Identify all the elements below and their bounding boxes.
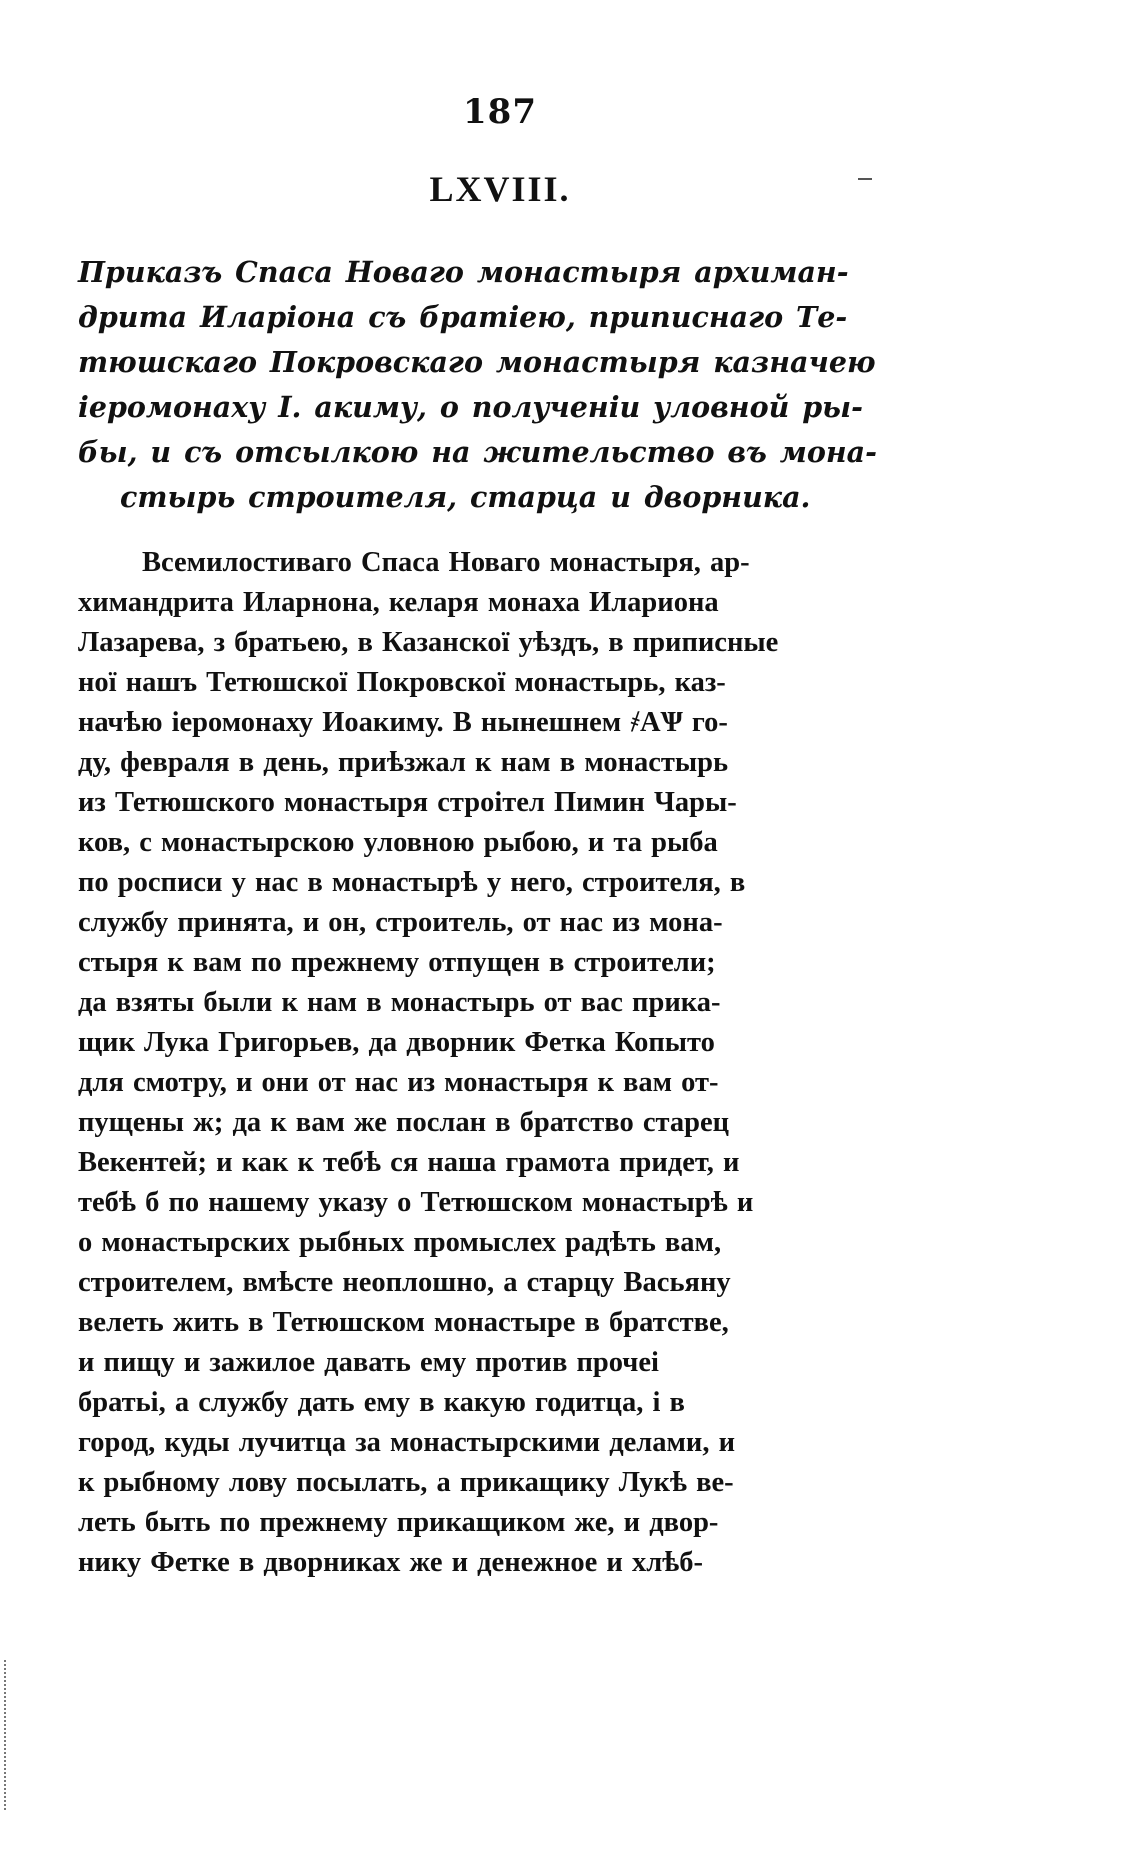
- heading-line: стырь строителя, старца и дворника.: [120, 480, 811, 514]
- body-line: ної нашъ Тетюшскої Покровскої монастырь, каз-: [78, 667, 726, 698]
- heading-line: Приказъ Спаса Новаго монастыря архиман-: [78, 255, 849, 289]
- document-body: [78, 543, 938, 1583]
- body-line: ду, февраля в день, приѣзжал к нам в монастырь: [78, 747, 729, 778]
- heading-line: тюшскаго Покровскаго монастыря казначею: [78, 345, 876, 379]
- body-line: начѣю іеромонаху Иоакиму. В нынешнем ҂АѰ го-: [78, 707, 728, 738]
- heading-line: бы, и съ отсылкою на жительство въ мона-: [78, 435, 877, 469]
- body-line: пущены ж; да к вам же послан в братство старец: [78, 1107, 730, 1138]
- body-line: и пищу и зажилое давать ему против прочеі: [78, 1347, 659, 1378]
- scan-mark: [858, 178, 872, 180]
- body-line: Всемилостиваго Спаса Новаго монастыря, ар-: [142, 547, 750, 578]
- body-line: о монастырских рыбных промыслех радѣть вам,: [78, 1227, 722, 1258]
- body-line: леть быть по прежнему прикащиком же, и двор-: [78, 1507, 719, 1538]
- body-line: ков, с монастырскою уловною рыбою, и та рыба: [78, 827, 718, 858]
- body-line: из Тетюшского монастыря строітел Пимин Чары-: [78, 787, 737, 818]
- page-number: 187: [463, 92, 537, 132]
- document-heading: [78, 250, 938, 520]
- body-line: да взяты были к нам в монастырь от вас прика-: [78, 987, 721, 1018]
- scan-margin-mark: [4, 1660, 8, 1810]
- body-line: по росписи у нас в монастырѣ у него, строителя, в: [78, 867, 746, 898]
- body-line: Лазарева, з братьею, в Казанскої уѣздъ, в приписные: [78, 627, 779, 658]
- body-line: к рыбному лову посылать, а прикащику Лукѣ ве-: [78, 1467, 734, 1498]
- chapter-numeral: LXVIII.: [429, 169, 571, 209]
- body-line: нику Фетке в дворниках же и денежное и хлѣб-: [78, 1547, 704, 1578]
- body-line: службу принята, и он, строитель, от нас из мона-: [78, 907, 723, 938]
- body-line: химандрита Иларнона, келаря монаха Илариона: [78, 587, 719, 618]
- body-line: тебѣ б по нашему указу о Тетюшском монастырѣ и: [78, 1187, 754, 1218]
- body-line: для смотру, и они от нас из монастыря к вам от-: [78, 1067, 719, 1098]
- heading-line: іеромонаху I. акиму, о полученіи уловной ры-: [78, 390, 863, 424]
- body-line: стыря к вам по прежнему отпущен в строители;: [78, 947, 716, 978]
- body-line: Векентей; и как к тебѣ ся наша грамота придет, и: [78, 1147, 740, 1178]
- body-line: велеть жить в Тетюшском монастыре в братстве,: [78, 1307, 729, 1338]
- body-line: братьі, а службу дать ему в какую годитца, і в: [78, 1387, 685, 1418]
- heading-line: дрита Иларіона съ братіею, приписнаго Те-: [78, 300, 848, 334]
- body-line: город, куды лучитца за монастырскими делами, и: [78, 1427, 736, 1458]
- body-line: строителем, вмѣсте неоплошно, а старцу Васьяну: [78, 1267, 731, 1298]
- body-line: щик Лука Григорьев, да дворник Фетка Копыто: [78, 1027, 715, 1058]
